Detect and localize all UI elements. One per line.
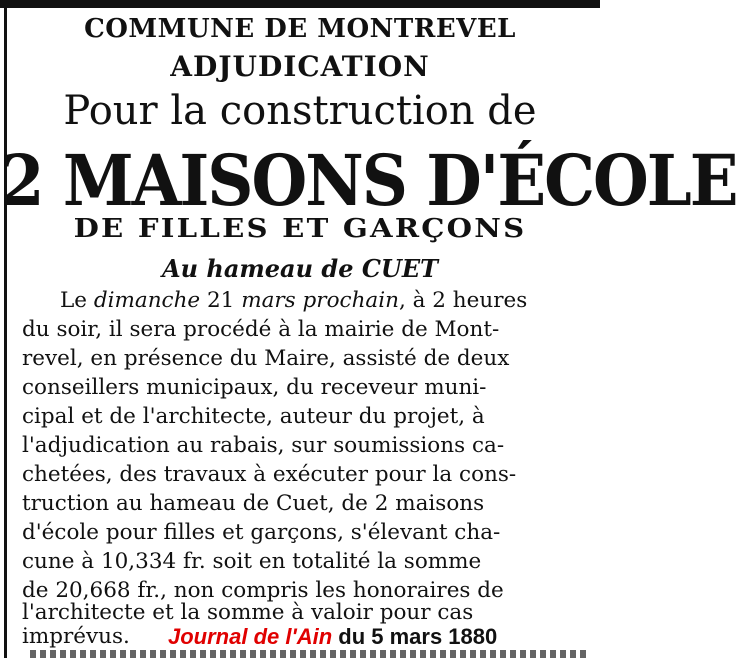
body-text-fragment: Le [60, 288, 94, 313]
body-line-1 [60, 288, 527, 313]
caption-date: du 5 mars 1880 [332, 624, 498, 649]
maisons-headline: 2 MAISONS D'ÉCOLE [0, 140, 737, 223]
body-line: truction au hameau de Cuet, de 2 maisons [22, 491, 485, 516]
adjudication-heading: ADJUDICATION [170, 50, 430, 83]
body-line: l'adjudication au rabais, sur soumissions ca- [22, 433, 505, 458]
body-line: d'école pour filles et garçons, s'élevant cha- [22, 520, 501, 545]
body-line: chetées, des travaux à exécuter pour la cons- [22, 462, 517, 487]
construction-heading: Pour la construction de [63, 88, 537, 134]
body-line: du soir, il sera procédé à la mairie de Mont- [22, 317, 500, 342]
body-text-fragment: mars prochain [241, 288, 399, 313]
body-text-fragment: 21 [200, 288, 242, 313]
journal-name: Journal de l'Ain [168, 624, 333, 649]
body-line: revel, en présence du Maire, assisté de deux [22, 346, 510, 371]
hameau-subheading: Au hameau de CUET [161, 254, 439, 283]
filles-garcons-heading: DE FILLES ET GARÇONS [73, 214, 527, 244]
body-text-fragment: dimanche [93, 288, 201, 313]
body-last-line: imprévus. [22, 624, 130, 649]
cut-off-text-remnant [30, 650, 590, 658]
body-line: cune à 10,334 fr. soit en totalité la somme [22, 549, 482, 574]
body-line: conseillers municipaux, du receveur muni- [22, 375, 487, 400]
body-text-fragment: , à 2 heures [398, 288, 528, 313]
body-line: de 20,668 fr., non compris les honoraires de [22, 578, 504, 603]
source-caption [168, 624, 497, 650]
body-line: cipal et de l'architecte, auteur du projet, à [22, 404, 485, 429]
top-border [0, 0, 600, 8]
body-line: l'architecte et la somme à valoir pour cas [22, 600, 474, 625]
commune-heading: COMMUNE DE MONTREVEL [84, 14, 516, 44]
